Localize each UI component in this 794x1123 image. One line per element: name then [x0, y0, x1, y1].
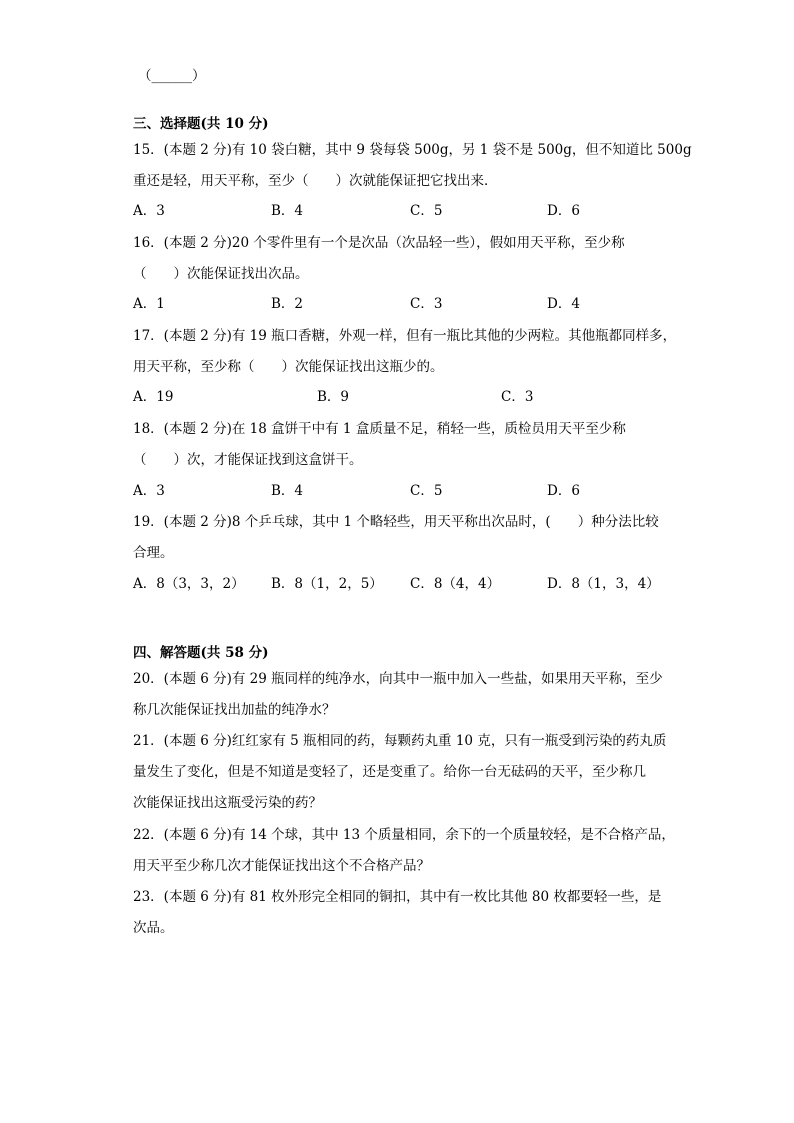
question-20-line-1: 20．(本题 6 分)有 29 瓶同样的纯净水，向其中一瓶中加入一些盐，如果用天平称，至少: [133, 671, 663, 687]
option-a: A．8（3，3，2）: [133, 576, 245, 592]
option-b: B．4: [271, 483, 304, 499]
question-21-line-3: 次能保证找出这瓶受污染的药？: [133, 795, 322, 811]
option-a: A．19: [133, 389, 174, 405]
question-20-line-2: 称几次能保证找出加盐的纯净水？: [133, 702, 336, 718]
option-c: C．5: [410, 483, 443, 499]
option-c: C．8（4，4）: [410, 576, 501, 592]
question-16-line-2: （ ）次能保证找出次品。: [133, 266, 309, 282]
question-16-options: [133, 294, 693, 314]
option-b: B．4: [271, 203, 304, 219]
option-c: C．3: [410, 296, 443, 312]
option-d: D．6: [547, 483, 580, 499]
question-18-line-1: 18．(本题 2 分)在 18 盒饼干中有 1 盒质量不足，稍轻一些，质检员用天平至少称: [133, 421, 626, 437]
question-16-line-1: 16．(本题 2 分)20 个零件里有一个是次品（次品轻一些），假如用天平称，至少称: [133, 235, 625, 251]
section-heading-choice: 三、选择题(共 10 分): [133, 116, 269, 132]
option-c: C．5: [410, 203, 443, 219]
question-15-line-1: 15．(本题 2 分)有 10 袋白糖，其中 9 袋每袋 500g，另 1 袋不是 500g，但不知道比 500g: [133, 142, 692, 158]
option-b: B．9: [317, 389, 350, 405]
question-22-line-1: 22．(本题 6 分)有 14 个球，其中 13 个质量相同，余下的一个质量较轻，是不合格产品，: [133, 827, 675, 843]
option-b: B．8（1，2，5）: [271, 576, 383, 592]
question-19-options: [133, 574, 693, 594]
question-19-line-1: 19．(本题 2 分)8 个乒乓球，其中 1 个略轻些，用天平称出次品时，( ）种分法比较: [133, 514, 659, 530]
option-c: C．3: [501, 389, 534, 405]
question-15-options: [133, 201, 693, 221]
option-a: A．3: [133, 483, 165, 499]
question-15-line-2: 重还是轻，用天平称，至少（ ）次就能保证把它找出来．: [133, 173, 498, 189]
option-a: A．3: [133, 203, 165, 219]
question-17-line-1: 17．(本题 2 分)有 19 瓶口香糖，外观一样，但有一瓶比其他的少两粒。其他瓶都同样多，: [133, 328, 677, 344]
question-17-options: [133, 387, 693, 407]
question-22-line-2: 用天平至少称几次才能保证找出这个不合格产品？: [133, 858, 430, 874]
option-b: B．2: [271, 296, 304, 312]
option-d: D．8（1，3，4）: [547, 576, 660, 592]
question-23-line-2: 次品。: [133, 920, 174, 936]
question-21-line-2: 量发生了变化，但是不知道是变轻了，还是变重了。给你一台无砝码的天平，至少称几: [133, 764, 646, 780]
answer-blank: （______）: [138, 68, 206, 84]
question-21-line-1: 21．(本题 6 分)红红家有 5 瓶相同的药，每颗药丸重 10 克，只有一瓶受到污染的药丸质: [133, 733, 667, 749]
question-17-line-2: 用天平称，至少称（ ）次能保证找出这瓶少的。: [133, 359, 444, 375]
question-18-options: [133, 481, 693, 501]
question-18-line-2: （ ）次，才能保证找到这盒饼干。: [133, 452, 363, 468]
question-19-line-2: 合理。: [133, 545, 174, 561]
option-d: D．6: [547, 203, 580, 219]
option-a: A．1: [133, 296, 165, 312]
option-d: D．4: [547, 296, 580, 312]
section-heading-answer: 四、解答题(共 58 分): [133, 645, 269, 661]
question-23-line-1: 23．(本题 6 分)有 81 枚外形完全相同的铜扣，其中有一枚比其他 80 枚都要轻一些，是: [133, 889, 662, 905]
